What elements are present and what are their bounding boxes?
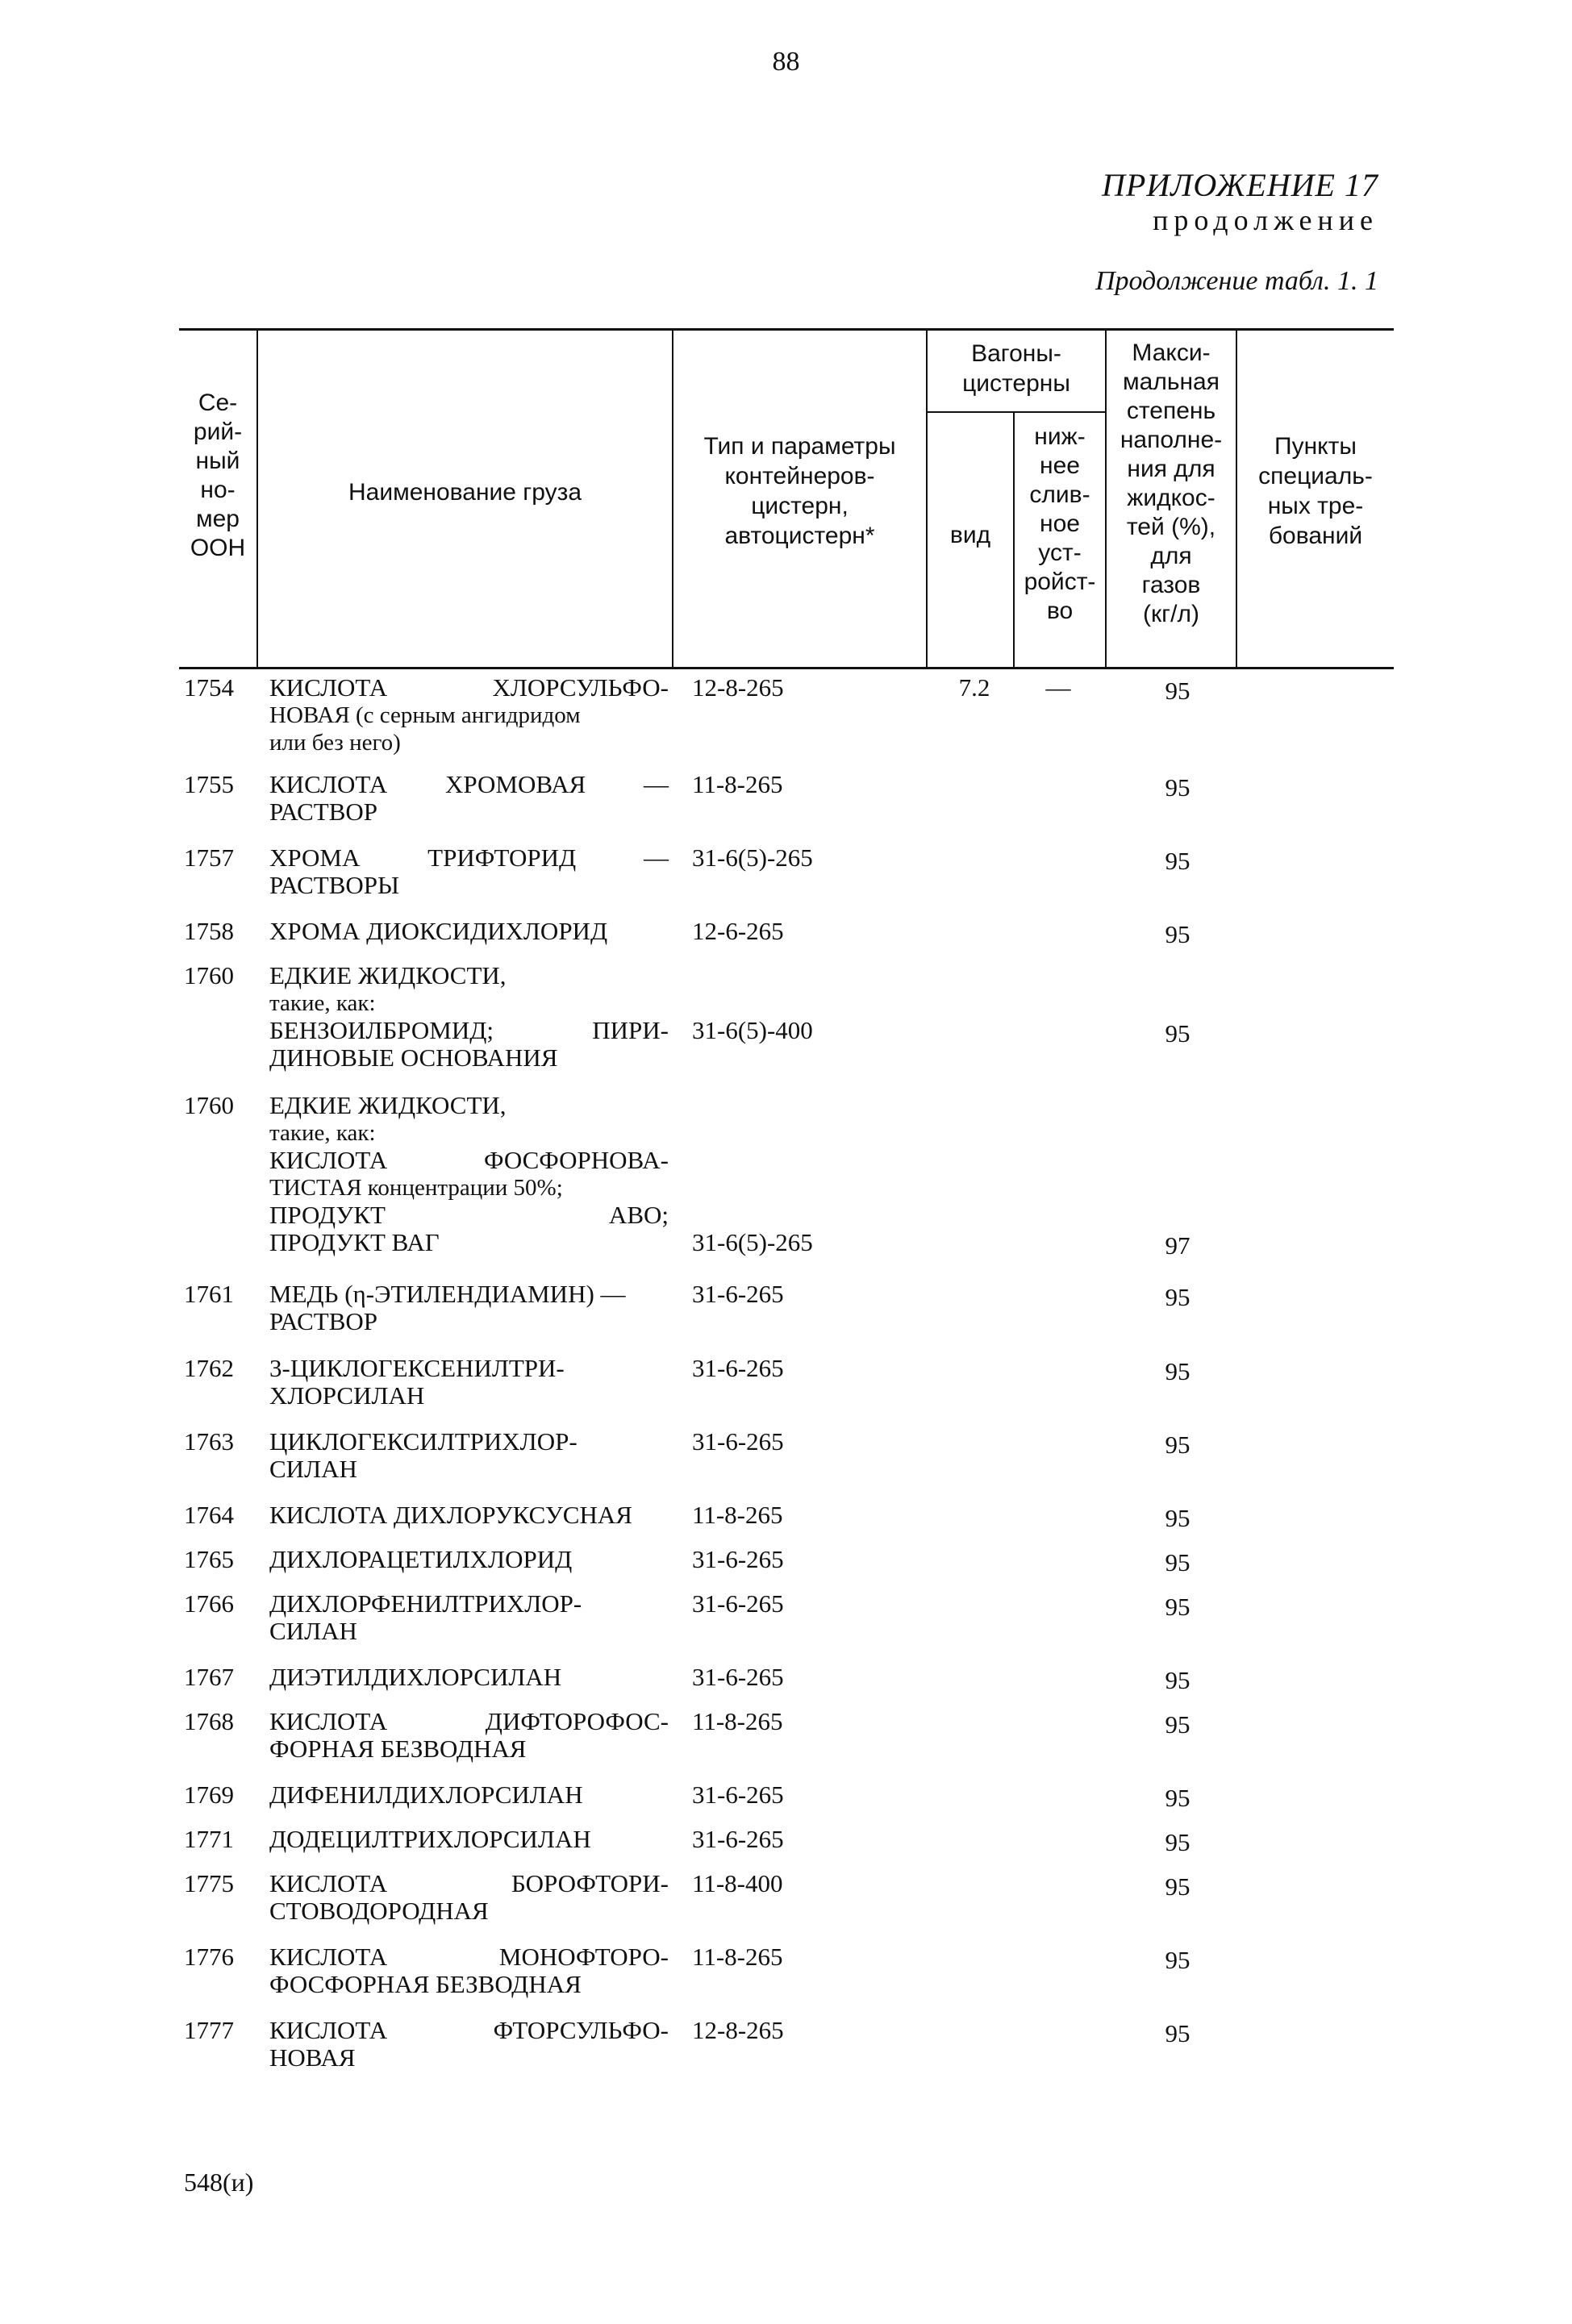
row-cargo-name (269, 1708, 669, 1763)
row-serial-number: 1766 (184, 1589, 234, 1618)
cargo-name-line: БЕНЗОИЛБРОМИД; ПИРИ- (269, 1016, 669, 1044)
row-serial-number: 1775 (184, 1869, 234, 1897)
header-wagon-type: вид (949, 522, 991, 548)
cargo-name-line: КИСЛОТА БОРОФТОРИ- (269, 1869, 669, 1897)
row-serial-number: 1777 (184, 2016, 234, 2044)
cargo-name-line: ЦИКЛОГЕКСИЛТРИХЛОР- (269, 1427, 578, 1456)
row-container-type: 11-8-265 (692, 1501, 783, 1529)
row-container-type: 31-6-265 (692, 1280, 784, 1308)
row-serial-number: 1771 (184, 1825, 234, 1853)
row-cargo-name (269, 844, 669, 899)
cargo-name-line: РАСТВОРЫ (269, 871, 400, 899)
footer-code: 548(и) (184, 2168, 254, 2197)
row-container-type: 31-6-265 (692, 1427, 784, 1456)
header-max-fill: Макси- мальная степень наполне- ния для жидкос- тей (%), для газов (кг/л) (1120, 339, 1223, 627)
row-cargo-name (269, 1781, 669, 1809)
row-serial-number: 1767 (184, 1663, 234, 1691)
cargo-name-line: РАСТВОР (269, 1307, 378, 1335)
appendix-title: ПРИЛОЖЕНИЕ 17 (1102, 167, 1378, 203)
row-serial-number: 1776 (184, 1943, 234, 1971)
row-max-fill: 95 (1165, 920, 1190, 948)
row-serial-number: 1760 (184, 961, 234, 989)
cargo-name-line: КИСЛОТА ХЛОРСУЛЬФО- (269, 673, 669, 702)
cargo-name-line: КИСЛОТА МОНОФТОРО- (269, 1943, 669, 1971)
page-number: 88 (772, 47, 800, 77)
row-cargo-name (269, 962, 669, 1072)
cargo-name-line: ЕДКИЕ ЖИДКОСТИ, (269, 961, 507, 989)
row-max-fill: 95 (1165, 677, 1190, 705)
row-cargo-name (269, 1943, 669, 1998)
cargo-name-line: ЕДКИЕ ЖИДКОСТИ, (269, 1091, 507, 1119)
header-cargo-name: Наименование груза (348, 479, 582, 506)
cargo-name-line: ПРОДУКТ ВАГ (269, 1228, 440, 1256)
row-serial-number: 1765 (184, 1545, 234, 1573)
cargo-name-line: ХРОМА ДИОКСИДИХЛОРИД (269, 917, 608, 945)
row-max-fill: 95 (1165, 1946, 1190, 1974)
cargo-name-line: ФОСФОРНАЯ БЕЗВОДНАЯ (269, 1970, 582, 1998)
row-container-type: 11-8-265 (692, 770, 783, 798)
row-max-fill: 95 (1165, 1872, 1190, 1901)
row-max-fill: 95 (1165, 1357, 1190, 1385)
row-serial-number: 1760 (184, 1091, 234, 1119)
row-cargo-name (269, 1281, 669, 1335)
cargo-name-line: ХЛОРСИЛАН (269, 1381, 425, 1410)
row-serial-number: 1764 (184, 1501, 234, 1529)
cargo-name-line: МЕДЬ (η-ЭТИЛЕНДИАМИН) — (269, 1280, 626, 1308)
row-max-fill: 95 (1165, 1828, 1190, 1856)
row-container-type: 11-8-265 (692, 1943, 783, 1971)
row-max-fill: 95 (1165, 1431, 1190, 1459)
row-container-type: 31-6(5)-400 (692, 1016, 813, 1044)
row-cargo-name (269, 1501, 669, 1529)
cargo-name-line: ДИЭТИЛДИХЛОРСИЛАН (269, 1663, 562, 1691)
cargo-name-line: ДИХЛОРАЦЕТИЛХЛОРИД (269, 1545, 573, 1573)
row-cargo-name (269, 1590, 669, 1645)
row-container-type: 31-6-265 (692, 1780, 784, 1809)
row-container-type: 31-6-265 (692, 1354, 784, 1382)
cargo-name-line: КИСЛОТА ДИФТОРОФОС- (269, 1707, 669, 1735)
table-header-rule (179, 667, 1394, 669)
cargo-name-line: КИСЛОТА ФОСФОРНОВА- (269, 1146, 669, 1174)
row-serial-number: 1754 (184, 673, 234, 702)
wagons-subheader-rule (926, 411, 1105, 413)
cargo-name-line: РАСТВОР (269, 798, 378, 826)
header-tank-wagons: Вагоны- цистерны (962, 340, 1070, 397)
row-max-fill: 95 (1165, 1710, 1190, 1739)
row-container-type: 12-8-265 (692, 673, 784, 702)
row-container-type: 31-6(5)-265 (692, 1228, 813, 1256)
row-max-fill: 95 (1165, 1019, 1190, 1047)
row-max-fill: 95 (1165, 2019, 1190, 2047)
row-max-fill: 95 (1165, 1784, 1190, 1812)
row-serial-number: 1768 (184, 1707, 234, 1735)
row-wagon-type: 7.2 (958, 673, 990, 702)
cargo-name-line: ПРОДУКТ АВО; (269, 1201, 669, 1229)
cargo-name-line: НОВАЯ (269, 2043, 356, 2072)
row-bottom-drain: — (1045, 673, 1071, 702)
cargo-name-line: СИЛАН (269, 1455, 357, 1483)
row-cargo-name (269, 1870, 669, 1925)
row-max-fill: 95 (1165, 1283, 1190, 1311)
row-max-fill: 95 (1165, 847, 1190, 875)
row-serial-number: 1769 (184, 1780, 234, 1809)
row-container-type: 31-6-265 (692, 1589, 784, 1618)
row-cargo-name (269, 674, 669, 756)
row-container-type: 11-8-400 (692, 1869, 783, 1897)
appendix-subtitle: продолжение (1153, 204, 1378, 236)
row-max-fill: 95 (1165, 1666, 1190, 1694)
header-serial-number: Се- рий- ный но- мер ООН (190, 389, 246, 561)
cargo-name-line: ДОДЕЦИЛТРИХЛОРСИЛАН (269, 1825, 591, 1853)
row-serial-number: 1757 (184, 843, 234, 872)
cargo-name-line: СТОВОДОРОДНАЯ (269, 1897, 489, 1925)
table-top-rule (179, 328, 1394, 331)
cargo-name-line: такие, как: (269, 990, 376, 1016)
row-cargo-name (269, 1546, 669, 1573)
row-container-type: 31-6-265 (692, 1545, 784, 1573)
row-serial-number: 1761 (184, 1280, 234, 1308)
row-container-type: 31-6(5)-265 (692, 843, 813, 872)
row-cargo-name (269, 1826, 669, 1853)
cargo-name-line: КИСЛОТА ДИХЛОРУКСУСНАЯ (269, 1501, 632, 1529)
cargo-name-line: НОВАЯ (с серным ангидридом (269, 702, 581, 728)
row-container-type: 12-6-265 (692, 917, 784, 945)
cargo-name-line: или без него) (269, 730, 401, 756)
row-serial-number: 1762 (184, 1354, 234, 1382)
row-max-fill: 95 (1165, 1548, 1190, 1576)
row-max-fill: 95 (1165, 773, 1190, 802)
row-container-type: 31-6-265 (692, 1825, 784, 1853)
cargo-name-line: КИСЛОТА ХРОМОВАЯ — (269, 770, 669, 798)
header-container-type: Тип и параметры контейнеров- цистерн, автоцистерн* (703, 433, 896, 549)
header-special-requirements: Пункты специаль- ных тре- бований (1258, 433, 1373, 549)
cargo-name-line: ХРОМА ТРИФТОРИД — (269, 843, 669, 872)
cargo-name-line: СИЛАН (269, 1617, 357, 1645)
header-bottom-drain: ниж- нее слив- ное уст- ройст- во (1024, 423, 1096, 624)
row-cargo-name (269, 918, 669, 945)
row-max-fill: 97 (1165, 1231, 1190, 1260)
cargo-name-line: ФОРНАЯ БЕЗВОДНАЯ (269, 1735, 527, 1763)
cargo-name-line: ДИНОВЫЕ ОСНОВАНИЯ (269, 1043, 558, 1072)
cargo-name-line: ДИХЛОРФЕНИЛТРИХЛОР- (269, 1589, 582, 1618)
cargo-name-line: 3-ЦИКЛОГЕКСЕНИЛТРИ- (269, 1354, 565, 1382)
row-serial-number: 1758 (184, 917, 234, 945)
row-cargo-name (269, 1092, 669, 1256)
row-cargo-name (269, 771, 669, 826)
row-container-type: 12-8-265 (692, 2016, 784, 2044)
row-serial-number: 1763 (184, 1427, 234, 1456)
row-cargo-name (269, 1664, 669, 1691)
row-container-type: 11-8-265 (692, 1707, 783, 1735)
cargo-name-line: ТИСТАЯ концентрации 50%; (269, 1175, 563, 1201)
row-cargo-name (269, 1428, 669, 1483)
row-container-type: 31-6-265 (692, 1663, 784, 1691)
cargo-name-line: ДИФЕНИЛДИХЛОРСИЛАН (269, 1780, 583, 1809)
row-max-fill: 95 (1165, 1593, 1190, 1621)
row-max-fill: 95 (1165, 1504, 1190, 1532)
cargo-name-line: КИСЛОТА ФТОРСУЛЬФО- (269, 2016, 669, 2044)
row-cargo-name (269, 2017, 669, 2072)
table-continuation-note: Продолжение табл. 1. 1 (1095, 266, 1378, 296)
cargo-name-line: такие, как: (269, 1120, 376, 1146)
row-cargo-name (269, 1355, 669, 1410)
row-serial-number: 1755 (184, 770, 234, 798)
